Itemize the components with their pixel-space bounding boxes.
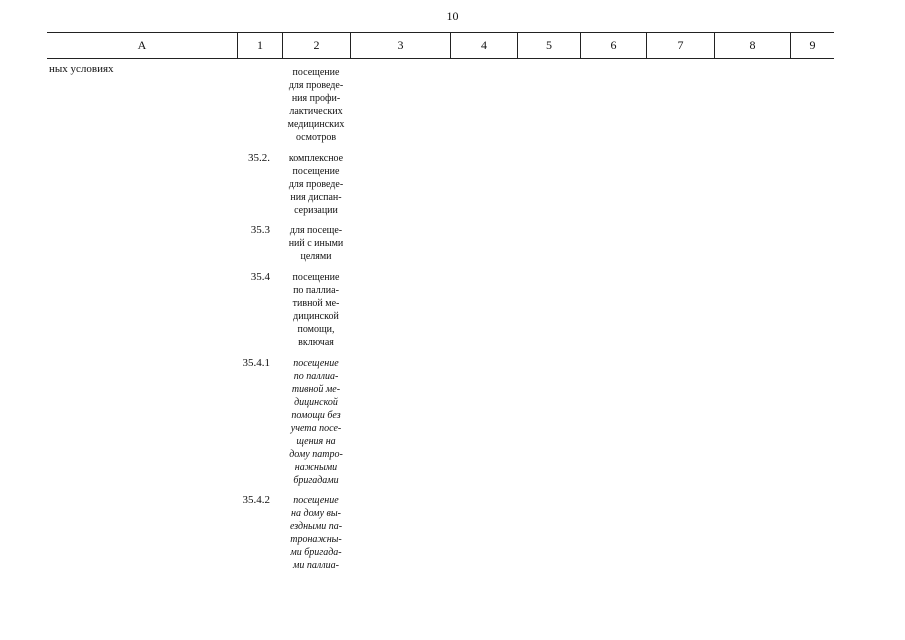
header-col-5: 5 [517, 33, 580, 58]
header-col-a: А [137, 38, 147, 52]
row-text-1: посещение для проведе- ния профи- лактических медицинских осмотров [287, 67, 345, 143]
row-number-35-4-2: 35.4.2 [242, 494, 270, 506]
table-header [47, 32, 834, 59]
header-col-8: 8 [714, 33, 790, 58]
row-number-35-4: 35.4 [250, 271, 270, 283]
header-col-1: 1 [237, 33, 282, 58]
header-col-4: 4 [450, 33, 517, 58]
page-number: 10 [446, 9, 459, 23]
row-text-35-4: посещение по паллиа- тивной ме- дицинской помощи, включая [292, 272, 340, 348]
cell-a-continuation: ных условиях [49, 63, 114, 75]
header-col-7: 7 [646, 33, 714, 58]
row-number-35-3: 35.3 [250, 224, 270, 236]
row-number-35-2: 35.2. [248, 152, 270, 164]
header-col-6: 6 [580, 33, 646, 58]
row-text-35-4-1: посещение по паллиа- тивной ме- дицинской помощи без учета посе- щения на дому патро- нажными бригадами [289, 358, 343, 486]
row-text-35-3: для посеще- ний с иными целями [288, 225, 344, 262]
row-number-35-4-1: 35.4.1 [242, 357, 270, 369]
row-text-35-4-2: посещение на дому вы- ездными па- тронажны- ми бригада- ми паллиа- [289, 495, 343, 571]
header-col-3: 3 [350, 33, 450, 58]
row-text-35-2: комплексное посещение для проведе- ния диспан- серизации [288, 153, 344, 216]
header-col-2: 2 [282, 33, 350, 58]
header-col-9: 9 [790, 33, 834, 58]
